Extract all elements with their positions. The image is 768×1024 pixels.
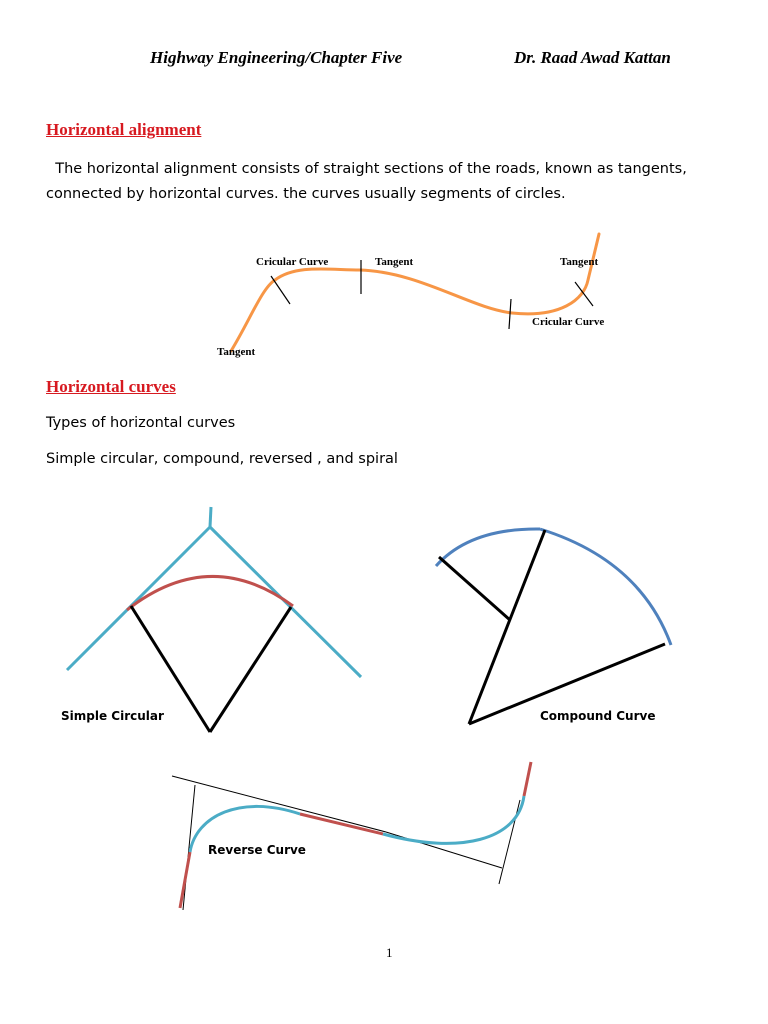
label-tangent-3: Tangent	[217, 346, 256, 358]
header-chapter-title: Highway Engineering/Chapter Five	[150, 48, 403, 67]
label-compound-curve: Compound Curve	[540, 709, 656, 723]
simple-tangent-left	[67, 527, 210, 670]
alignment-curve	[231, 234, 599, 351]
reverse-tangent-left	[183, 785, 195, 910]
paragraph-line-2: connected by horizontal curves. the curves usually segments of circles.	[46, 186, 566, 202]
reverse-tangent-right	[499, 800, 520, 884]
label-tangent-2: Tangent	[560, 256, 599, 268]
label-simple-circular: Simple Circular	[61, 709, 164, 723]
section-heading-horizontal-alignment: Horizontal alignment	[46, 120, 202, 139]
label-circular-curve-1: Cricular Curve	[256, 256, 329, 268]
paragraph-line-1-text: The horizontal alignment consists of straight sections of the roads, known as tangents,	[55, 161, 687, 177]
reverse-red-left	[180, 852, 190, 908]
alignment-tick-1	[271, 276, 290, 304]
simple-radius-right	[210, 607, 291, 732]
simple-arc	[127, 576, 293, 610]
compound-arc-large	[540, 529, 671, 645]
reverse-red-right	[524, 762, 531, 796]
simple-tangent-tick	[210, 507, 211, 527]
reverse-arc-right	[383, 796, 524, 843]
section-heading-horizontal-curves: Horizontal curves	[46, 377, 176, 396]
label-circular-curve-2: Cricular Curve	[532, 316, 605, 328]
compound-arc-small	[436, 529, 540, 566]
types-heading: Types of horizontal curves	[46, 415, 236, 431]
label-tangent-1: Tangent	[375, 256, 414, 268]
types-list: Simple circular, compound, reversed , and spiral	[46, 451, 398, 467]
label-reverse-curve: Reverse Curve	[208, 843, 306, 857]
compound-radius-long	[469, 530, 545, 724]
compound-radius-small	[439, 557, 510, 620]
alignment-tick-4	[575, 282, 593, 306]
page-number: 1	[386, 945, 393, 960]
reverse-red-middle	[300, 814, 383, 834]
header-author: Dr. Raad Awad Kattan	[514, 48, 671, 67]
